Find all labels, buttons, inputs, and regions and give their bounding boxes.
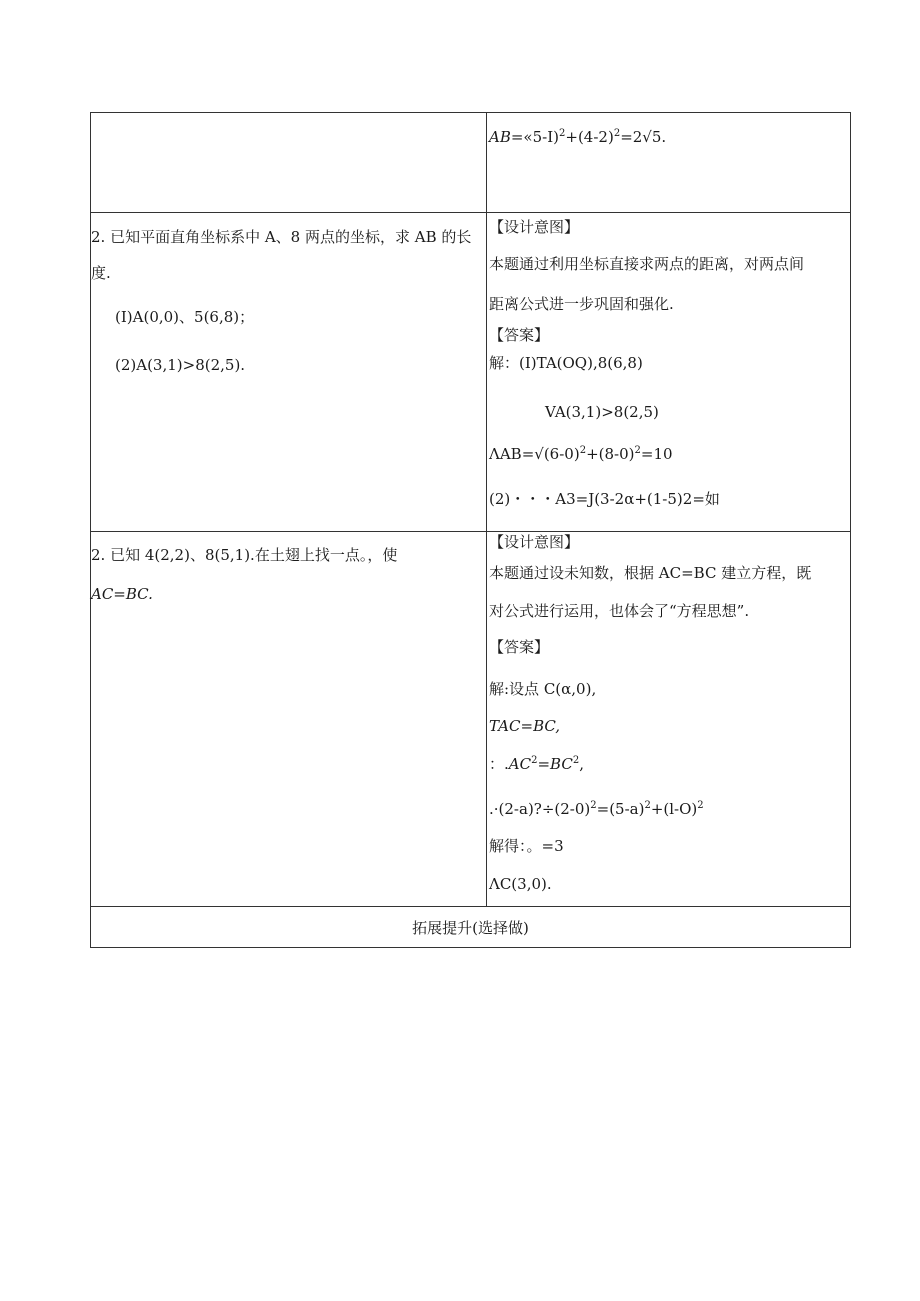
design-intent-heading: 【设计意图】 bbox=[489, 218, 580, 236]
row1-formula: $AB=«5-I)^2+(4-2)^2=2√5$. bbox=[489, 128, 667, 146]
answer-line: $.\cdot(2-a)?\div(2-0)^2=(5-a)^2+(l-O)^2$ bbox=[489, 800, 704, 818]
design-intent-text-cont: 距离公式进一步巩固和强化. bbox=[489, 295, 674, 313]
lesson-table bbox=[90, 112, 851, 948]
extension-section-label: 拓展提升(选择做) bbox=[412, 919, 529, 937]
answer-line: TAC=BC, bbox=[489, 717, 561, 735]
row-divider bbox=[91, 212, 850, 213]
design-intent-text-cont: 对公式进行运用，也体会了“方程思想”. bbox=[489, 602, 750, 620]
design-intent-heading: 【设计意图】 bbox=[489, 533, 580, 551]
design-intent-text: 本题通过设未知数，根据 AC=BC 建立方程，既 bbox=[489, 564, 812, 582]
question2-text-cont: 度. bbox=[91, 264, 111, 282]
answer-line: 解:设点 C(α,0), bbox=[489, 680, 597, 698]
question3-text: 2. 已知 4(2,2)、8(5,1).在土翅上找一点。，使 bbox=[91, 546, 398, 564]
question2-part1: (I)A(0,0)、5(6,8)； bbox=[115, 308, 255, 326]
answer-line: 解：(I)TA(OQ),8(6,8) bbox=[489, 354, 643, 372]
question2-text: 2. 已知平面直角坐标系中 A、8 两点的坐标，求 AB 的长 bbox=[91, 228, 472, 246]
answer-line: VA(3,1)>8(2,5) bbox=[545, 403, 659, 421]
design-intent-text: 本题通过利用坐标直接求两点的距离，对两点间 bbox=[489, 255, 805, 273]
answer-line: $\Lambda AB=√(6-0)^2+(8-0)^2=10$ bbox=[489, 445, 673, 463]
extension-section-header bbox=[91, 907, 850, 948]
answer-line: 解得：。=3 bbox=[489, 837, 564, 855]
column-divider bbox=[486, 113, 487, 907]
question3-text-cont: AC=BC. bbox=[91, 585, 153, 603]
answer-line: ΛC(3,0). bbox=[489, 875, 552, 893]
answer-line: (2)・・・A3=J(3-2α+(1-5)2=如 bbox=[489, 490, 720, 508]
question2-part2: (2)A(3,1)>8(2,5). bbox=[115, 356, 246, 374]
answer-heading: 【答案】 bbox=[489, 326, 550, 344]
row-divider bbox=[91, 531, 850, 532]
answer-line: ：$.AC^2=BC^2$, bbox=[489, 755, 584, 773]
answer-heading: 【答案】 bbox=[489, 638, 550, 656]
